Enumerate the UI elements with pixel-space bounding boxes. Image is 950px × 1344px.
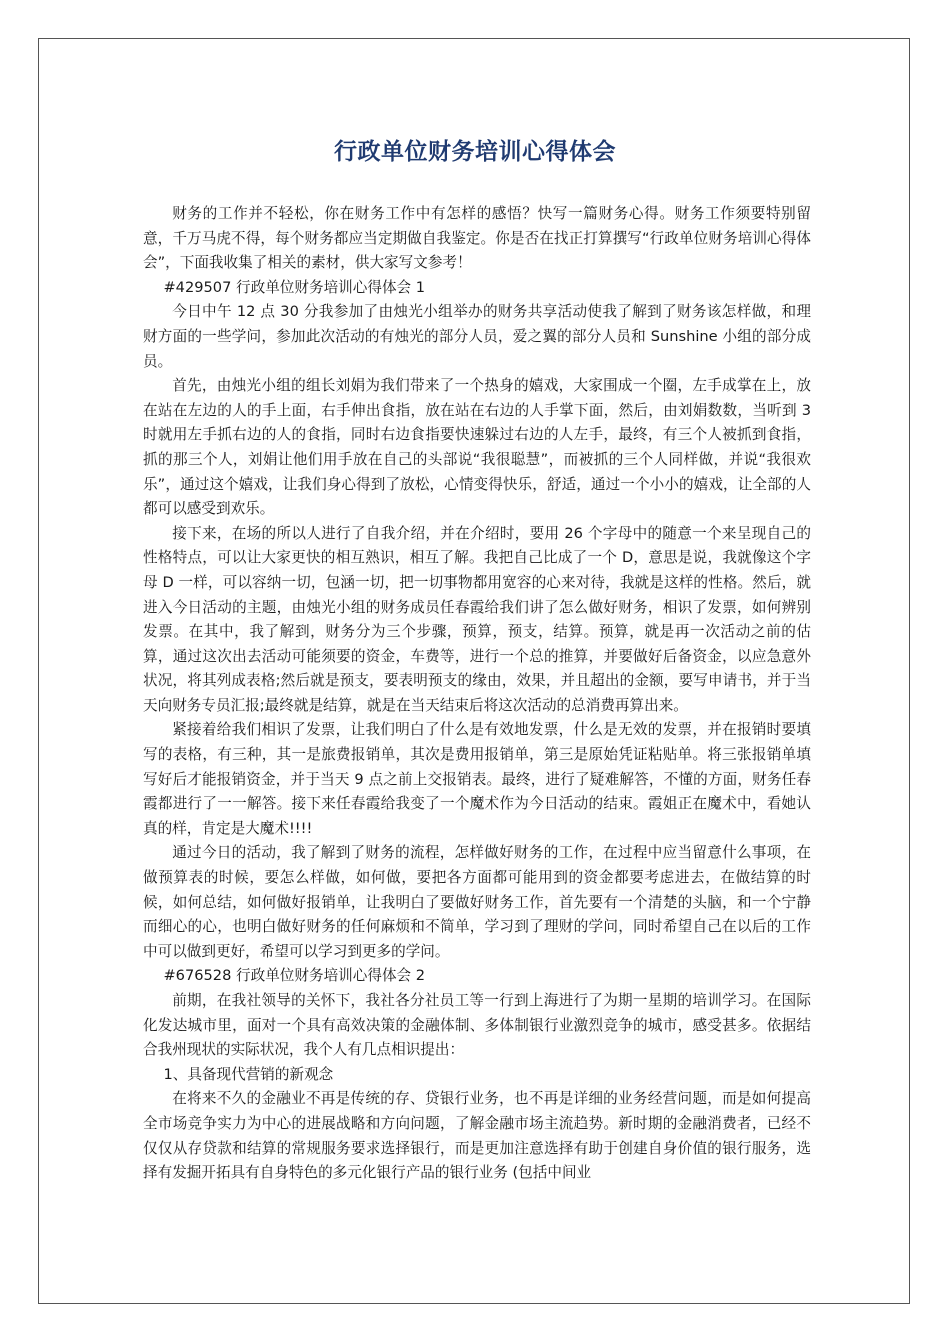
section-heading-1: #429507 行政单位财务培训心得体会 1 [163, 278, 426, 296]
body-paragraph: 在将来不久的金融业不再是传统的存、贷银行业务，也不再是详细的业务经营问题，而是如何提高全市场竞争实力为中心的进展战略和方向问题，了解金融市场主流趋势。新时期的金融消费者，已经不仅仅从存贷款和结算的常规服务要求选择银行，而是更加注意选择有助于创建自身价值的银行服务，选择有发掘开拓具有自身特色的多元化银行产品的银行业务 (包括中间业 [143, 1090, 811, 1182]
document-title: 行政单位财务培训心得体会 [334, 139, 616, 165]
body-paragraph: 接下来，在场的所以人进行了自我介绍，并在介绍时，要用 26 个字母中的随意一个来呈现自己的性格特点，可以让大家更快的相互熟识，相互了解。我把自己比成了一个 D，意思是说，我就像这个字母 D 一样，可以容纳一切，包涵一切，把一切事物都用宽容的心来对待，我就是这样的性格。然后，就进入今日活动的主题，由烛光小组的财务成员任春霞给我们讲了怎么做好财务，相识了发票，如何辨别发票。在其中，我了解到，财务分为三个步骤，预算，预支，结算。预算，就是再一次活动之前的估算，通过这次出去活动可能须要的资金，车费等，进行一个总的推算，并要做好后备资金，以应急意外状况，将其列成表格;然后就是预支，要表明预支的缘由，效果，并且超出的金额，要写申请书，并于当天向财务专员汇报;最终就是结算，就是在当天结束后将这次活动的总消费再算出来。 [143, 524, 811, 714]
body-paragraph: 今日中午 12 点 30 分我参加了由烛光小组举办的财务共享活动使我了解到了财务该怎样做，和理财方面的一些学问，参加此次活动的有烛光的部分人员，爱之翼的部分人员和 Sunshine 小组的部分成员。 [143, 303, 811, 370]
body-paragraph: 首先，由烛光小组的组长刘娟为我们带来了一个热身的嬉戏，大家围成一个圈，左手成掌在上，放在站在左边的人的手上面，右手伸出食指，放在站在右边的人手掌下面，然后，由刘娟数数，当听到 3 时就用左手抓右边的人的食指，同时右边食指要快速躲过右边的人左手，最终，有三个人被抓到食指，抓的那三个人，刘娟让他们用手放在自己的头部说“我很聪慧”，而被抓的三个人同样做，并说“我很欢乐”，通过这个嬉戏，让我们身心得到了放松，心情变得快乐，舒适，通过一个小小的嬉戏，让全部的人都可以感受到欢乐。 [143, 377, 811, 518]
body-paragraph: 紧接着给我们相识了发票，让我们明白了什么是有效地发票，什么是无效的发票，并在报销时要填写的表格，有三种，其一是旅费报销单，其次是费用报销单，第三是原始凭证粘贴单。将三张报销单填写好后才能报销资金，并于当天 9 点之前上交报销表。最终，进行了疑难解答，不懂的方面，财务任春霞都进行了一一解答。接下来任春霞给我变了一个魔术作为今日活动的结束。霞姐正在魔术中，看她认真的样，肯定是大魔术!!!! [143, 721, 811, 837]
body-paragraph: 通过今日的活动，我了解到了财务的流程，怎样做好财务的工作，在过程中应当留意什么事项，在做预算表的时候，要怎么样做，如何做，要把各方面都可能用到的资金都要考虑进去，在做结算的时候，如何总结，如何做好报销单，让我明白了要做好财务工作，首先要有一个清楚的头脑，和一个宁静而细心的心，也明白做好财务的任何麻烦和不简单，学习到了理财的学问，同时希望自己在以后的工作中可以做到更好，希望可以学习到更多的学问。 [143, 844, 811, 960]
document-body [143, 202, 811, 1186]
section-heading-2: #676528 行政单位财务培训心得体会 2 [163, 967, 426, 985]
subheading: 1、具备现代营销的新观念 [163, 1065, 334, 1083]
intro-paragraph: 财务的工作并不轻松，你在财务工作中有怎样的感悟？快写一篇财务心得。财务工作须要特别留意，千万马虎不得，每个财务都应当定期做自我鉴定。你是否在找正打算撰写“行政单位财务培训心得体会”，下面我收集了相关的素材，供大家写文参考！ [143, 205, 811, 272]
body-paragraph: 前期，在我社领导的关怀下，我社各分社员工等一行到上海进行了为期一星期的培训学习。在国际化发达城市里，面对一个具有高效决策的金融体制、多体制银行业激烈竞争的城市，感受甚多。依据结合我州现状的实际状况，我个人有几点相识提出： [143, 992, 811, 1059]
